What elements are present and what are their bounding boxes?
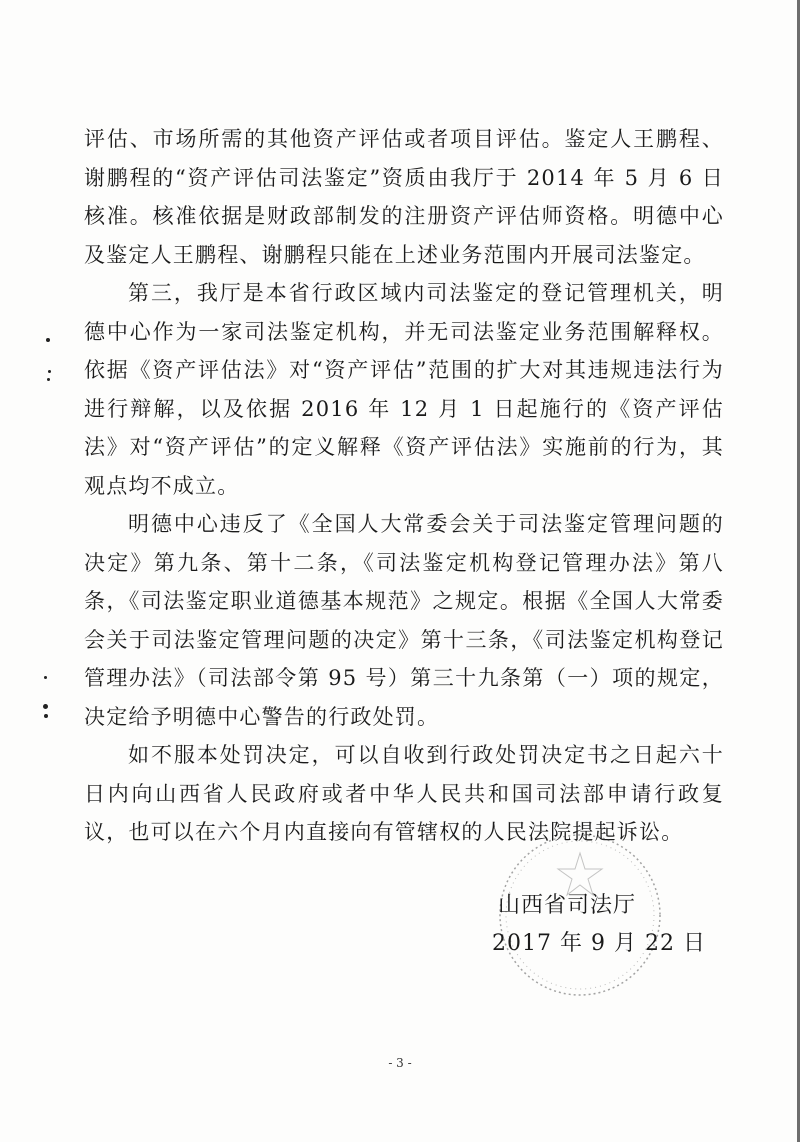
issuing-organization: 山西省司法厅: [498, 893, 637, 918]
page-number: - 3 -: [388, 1056, 412, 1070]
scan-speck: [43, 704, 48, 709]
paragraph-violation-decision: 明德中心违反了《全国人大常委会关于司法鉴定管理问题的决定》第九条、第十二条，《司法鉴定机构登记管理办法》第八条，《司法鉴定职业道德基本规范》之规定。根据《全国人大常委会关于司法鉴定管理问题的决定》第十三条，《司法鉴定机构登记管理办法》（司法部令第 95 号）第三十九条第（一）项的规定，决定给予明德中心警告的行政处罚。: [84, 512, 724, 729]
paragraph-continuation: 评估、市场所需的其他资产评估或者项目评估。鉴定人王鹏程、谢鹏程的“资产评估司法鉴定”资质由我厅于 2014 年 5 月 6 日核准。核准依据是财政部制发的注册资产评估师资格。明德中心及鉴定人王鹏程、谢鹏程只能在上述业务范围内开展司法鉴定。: [84, 127, 724, 267]
scan-speck: [46, 338, 50, 342]
signature-block: [470, 880, 706, 980]
scan-speck: [44, 676, 47, 679]
scan-speck: [48, 370, 51, 373]
scan-speck: [47, 378, 50, 381]
scan-speck: [44, 714, 48, 718]
paragraph-appeal-rights: 如不服本处罚决定，可以自收到行政处罚决定书之日起六十日内向山西省人民政府或者中华人民共和国司法部申请行政复议，也可以在六个月内直接向有管辖权的人民法院提起诉讼。: [84, 743, 724, 844]
paragraph-third-point: 第三，我厅是本省行政区域内司法鉴定的登记管理机关，明德中心作为一家司法鉴定机构，并无司法鉴定业务范围解释权。依据《资产评估法》对“资产评估”范围的扩大对其违规违法行为进行辩解，以及依据 2016 年 12 月 1 日起施行的《资产评估法》对“资产评估”的定义解释《资产评估法》实施前的行为，其观点均不成立。: [84, 281, 724, 498]
document-body: [84, 120, 724, 852]
issue-date: 2017 年 9 月 22 日: [492, 931, 706, 956]
